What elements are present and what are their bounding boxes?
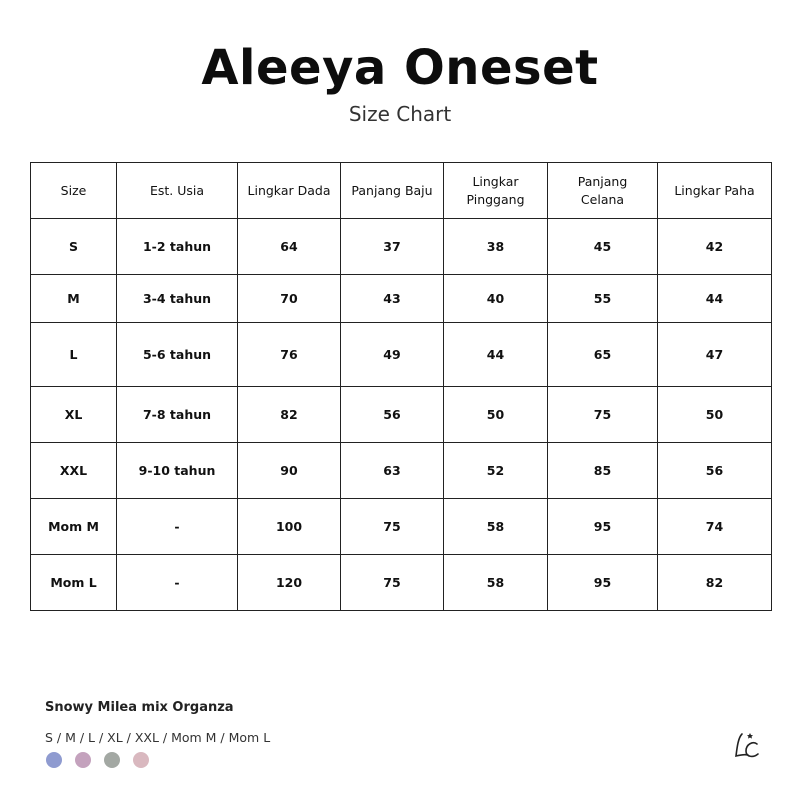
table-row xyxy=(31,275,772,323)
table-cell: 95 xyxy=(548,499,658,555)
table-cell: 7-8 tahun xyxy=(117,387,238,443)
table-cell: 63 xyxy=(341,443,444,499)
table-cell: 56 xyxy=(658,443,772,499)
table-cell: 47 xyxy=(658,323,772,387)
column-header: Lingkar Dada xyxy=(238,163,341,219)
table-cell: 58 xyxy=(444,555,548,611)
table-cell: 50 xyxy=(658,387,772,443)
table-cell: 58 xyxy=(444,499,548,555)
table-cell: 95 xyxy=(548,555,658,611)
product-name: Snowy Milea mix Organza xyxy=(45,700,234,715)
page-title: Aleeya Oneset xyxy=(201,40,599,96)
column-header: Panjang Baju xyxy=(341,163,444,219)
table-row xyxy=(31,219,772,275)
table-cell: Mom M xyxy=(31,499,117,555)
color-swatch xyxy=(104,752,120,768)
table-cell: M xyxy=(31,275,117,323)
table-cell: 44 xyxy=(658,275,772,323)
table-row xyxy=(31,323,772,387)
table-cell: 1-2 tahun xyxy=(117,219,238,275)
table-cell: 49 xyxy=(341,323,444,387)
table-cell: 70 xyxy=(238,275,341,323)
color-swatches xyxy=(46,752,149,768)
table-cell: 82 xyxy=(658,555,772,611)
brand-logo-icon xyxy=(728,728,764,764)
table-cell: Mom L xyxy=(31,555,117,611)
column-header: Lingkar Pinggang xyxy=(444,163,548,219)
table-cell: 50 xyxy=(444,387,548,443)
column-header: Est. Usia xyxy=(117,163,238,219)
column-header: Lingkar Paha xyxy=(658,163,772,219)
table-cell: XL xyxy=(31,387,117,443)
table-cell: L xyxy=(31,323,117,387)
column-header: Size xyxy=(31,163,117,219)
table-cell: 44 xyxy=(444,323,548,387)
table-cell: 100 xyxy=(238,499,341,555)
table-cell: 90 xyxy=(238,443,341,499)
table-cell: 45 xyxy=(548,219,658,275)
table-cell: 37 xyxy=(341,219,444,275)
table-cell: 43 xyxy=(341,275,444,323)
table-cell: 56 xyxy=(341,387,444,443)
table-row xyxy=(31,387,772,443)
table-cell: 38 xyxy=(444,219,548,275)
table-cell: 52 xyxy=(444,443,548,499)
table-cell: 85 xyxy=(548,443,658,499)
table-cell: 75 xyxy=(341,555,444,611)
table-cell: - xyxy=(117,499,238,555)
table-cell: 3-4 tahun xyxy=(117,275,238,323)
table-cell: 9-10 tahun xyxy=(117,443,238,499)
page-subtitle: Size Chart xyxy=(348,102,452,126)
table-cell: S xyxy=(31,219,117,275)
table-cell: 75 xyxy=(341,499,444,555)
table-cell: 120 xyxy=(238,555,341,611)
table-header-row xyxy=(31,163,772,219)
table-cell: 74 xyxy=(658,499,772,555)
table-row xyxy=(31,499,772,555)
column-header: Panjang Celana xyxy=(548,163,658,219)
table-cell: 64 xyxy=(238,219,341,275)
color-swatch xyxy=(133,752,149,768)
color-swatch xyxy=(75,752,91,768)
table-cell: 55 xyxy=(548,275,658,323)
table-cell: 40 xyxy=(444,275,548,323)
table-cell: 65 xyxy=(548,323,658,387)
table-row xyxy=(31,555,772,611)
table-row xyxy=(31,443,772,499)
table-cell: 42 xyxy=(658,219,772,275)
available-sizes: S / M / L / XL / XXL / Mom M / Mom L xyxy=(45,730,271,745)
table-cell: XXL xyxy=(31,443,117,499)
table-cell: - xyxy=(117,555,238,611)
size-chart-table xyxy=(30,162,772,611)
color-swatch xyxy=(46,752,62,768)
table-cell: 75 xyxy=(548,387,658,443)
table-cell: 5-6 tahun xyxy=(117,323,238,387)
table-cell: 76 xyxy=(238,323,341,387)
table-cell: 82 xyxy=(238,387,341,443)
